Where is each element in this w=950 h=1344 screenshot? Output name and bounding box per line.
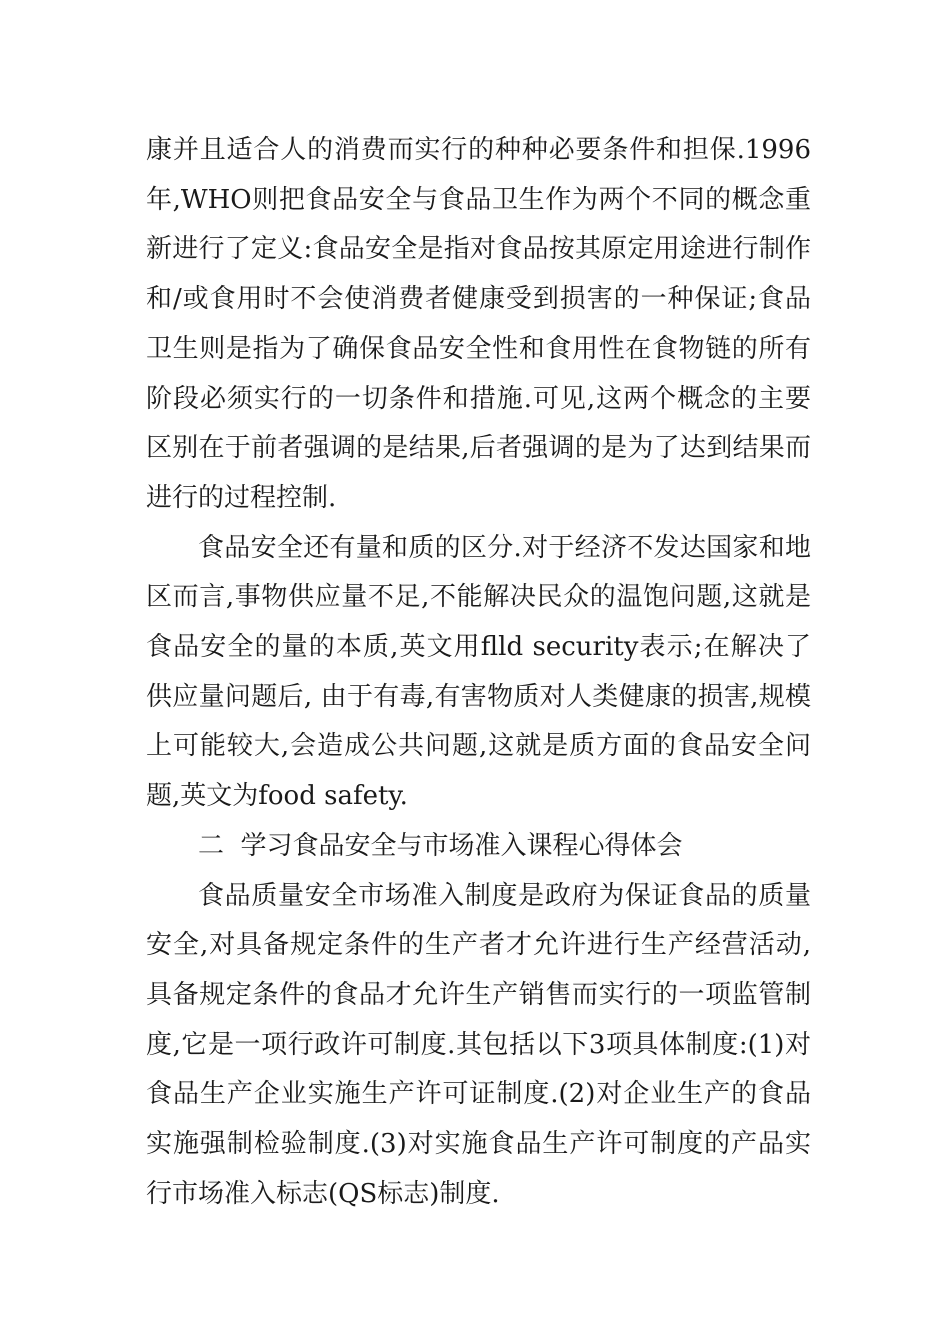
paragraph-quantity-quality: 食品安全还有量和质的区分.对于经济不发达国家和地区而言,事物供应量不足,不能解决民众的温饱问题,这就是食品安全的量的本质,英文用flld security表示;在解决了供应量问题后, 由于有毒,有害物质对人类健康的损害,规模上可能较大,会造成公共问题,这就是质方面的食品安全问题,英文为food safety. (146, 532, 811, 812)
paragraph-definition-continued: 康并且适合人的消费而实行的种种必要条件和担保.1996年,WHO则把食品安全与食品卫生作为两个不同的概念重新进行了定义:食品安全是指对食品按其原定用途进行制作和/或食用时不会使消费者健康受到损害的一种保证;食品卫生则是指为了确保食品安全性和食用性在食物链的所有阶段必须实行的一切条件和措施.可见,这两个概念的主要区别在于前者强调的是结果,后者强调的是为了达到结果而进行的过程控制. (146, 135, 811, 513)
section-heading: 二 学习食品安全与市场准入课程心得体会 (198, 830, 683, 861)
body-text (146, 126, 811, 1219)
paragraph-market-access: 食品质量安全市场准入制度是政府为保证食品的质量安全,对具备规定条件的生产者才允许进行生产经营活动,具备规定条件的食品才允许生产销售而实行的一项监管制度,它是一项行政许可制度.其包括以下3项具体制度:(1)对食品生产企业实施生产许可证制度.(2)对企业生产的食品实施强制检验制度.(3)对实施食品生产许可制度的产品实行市场准入标志(QS标志)制度. (146, 880, 811, 1209)
